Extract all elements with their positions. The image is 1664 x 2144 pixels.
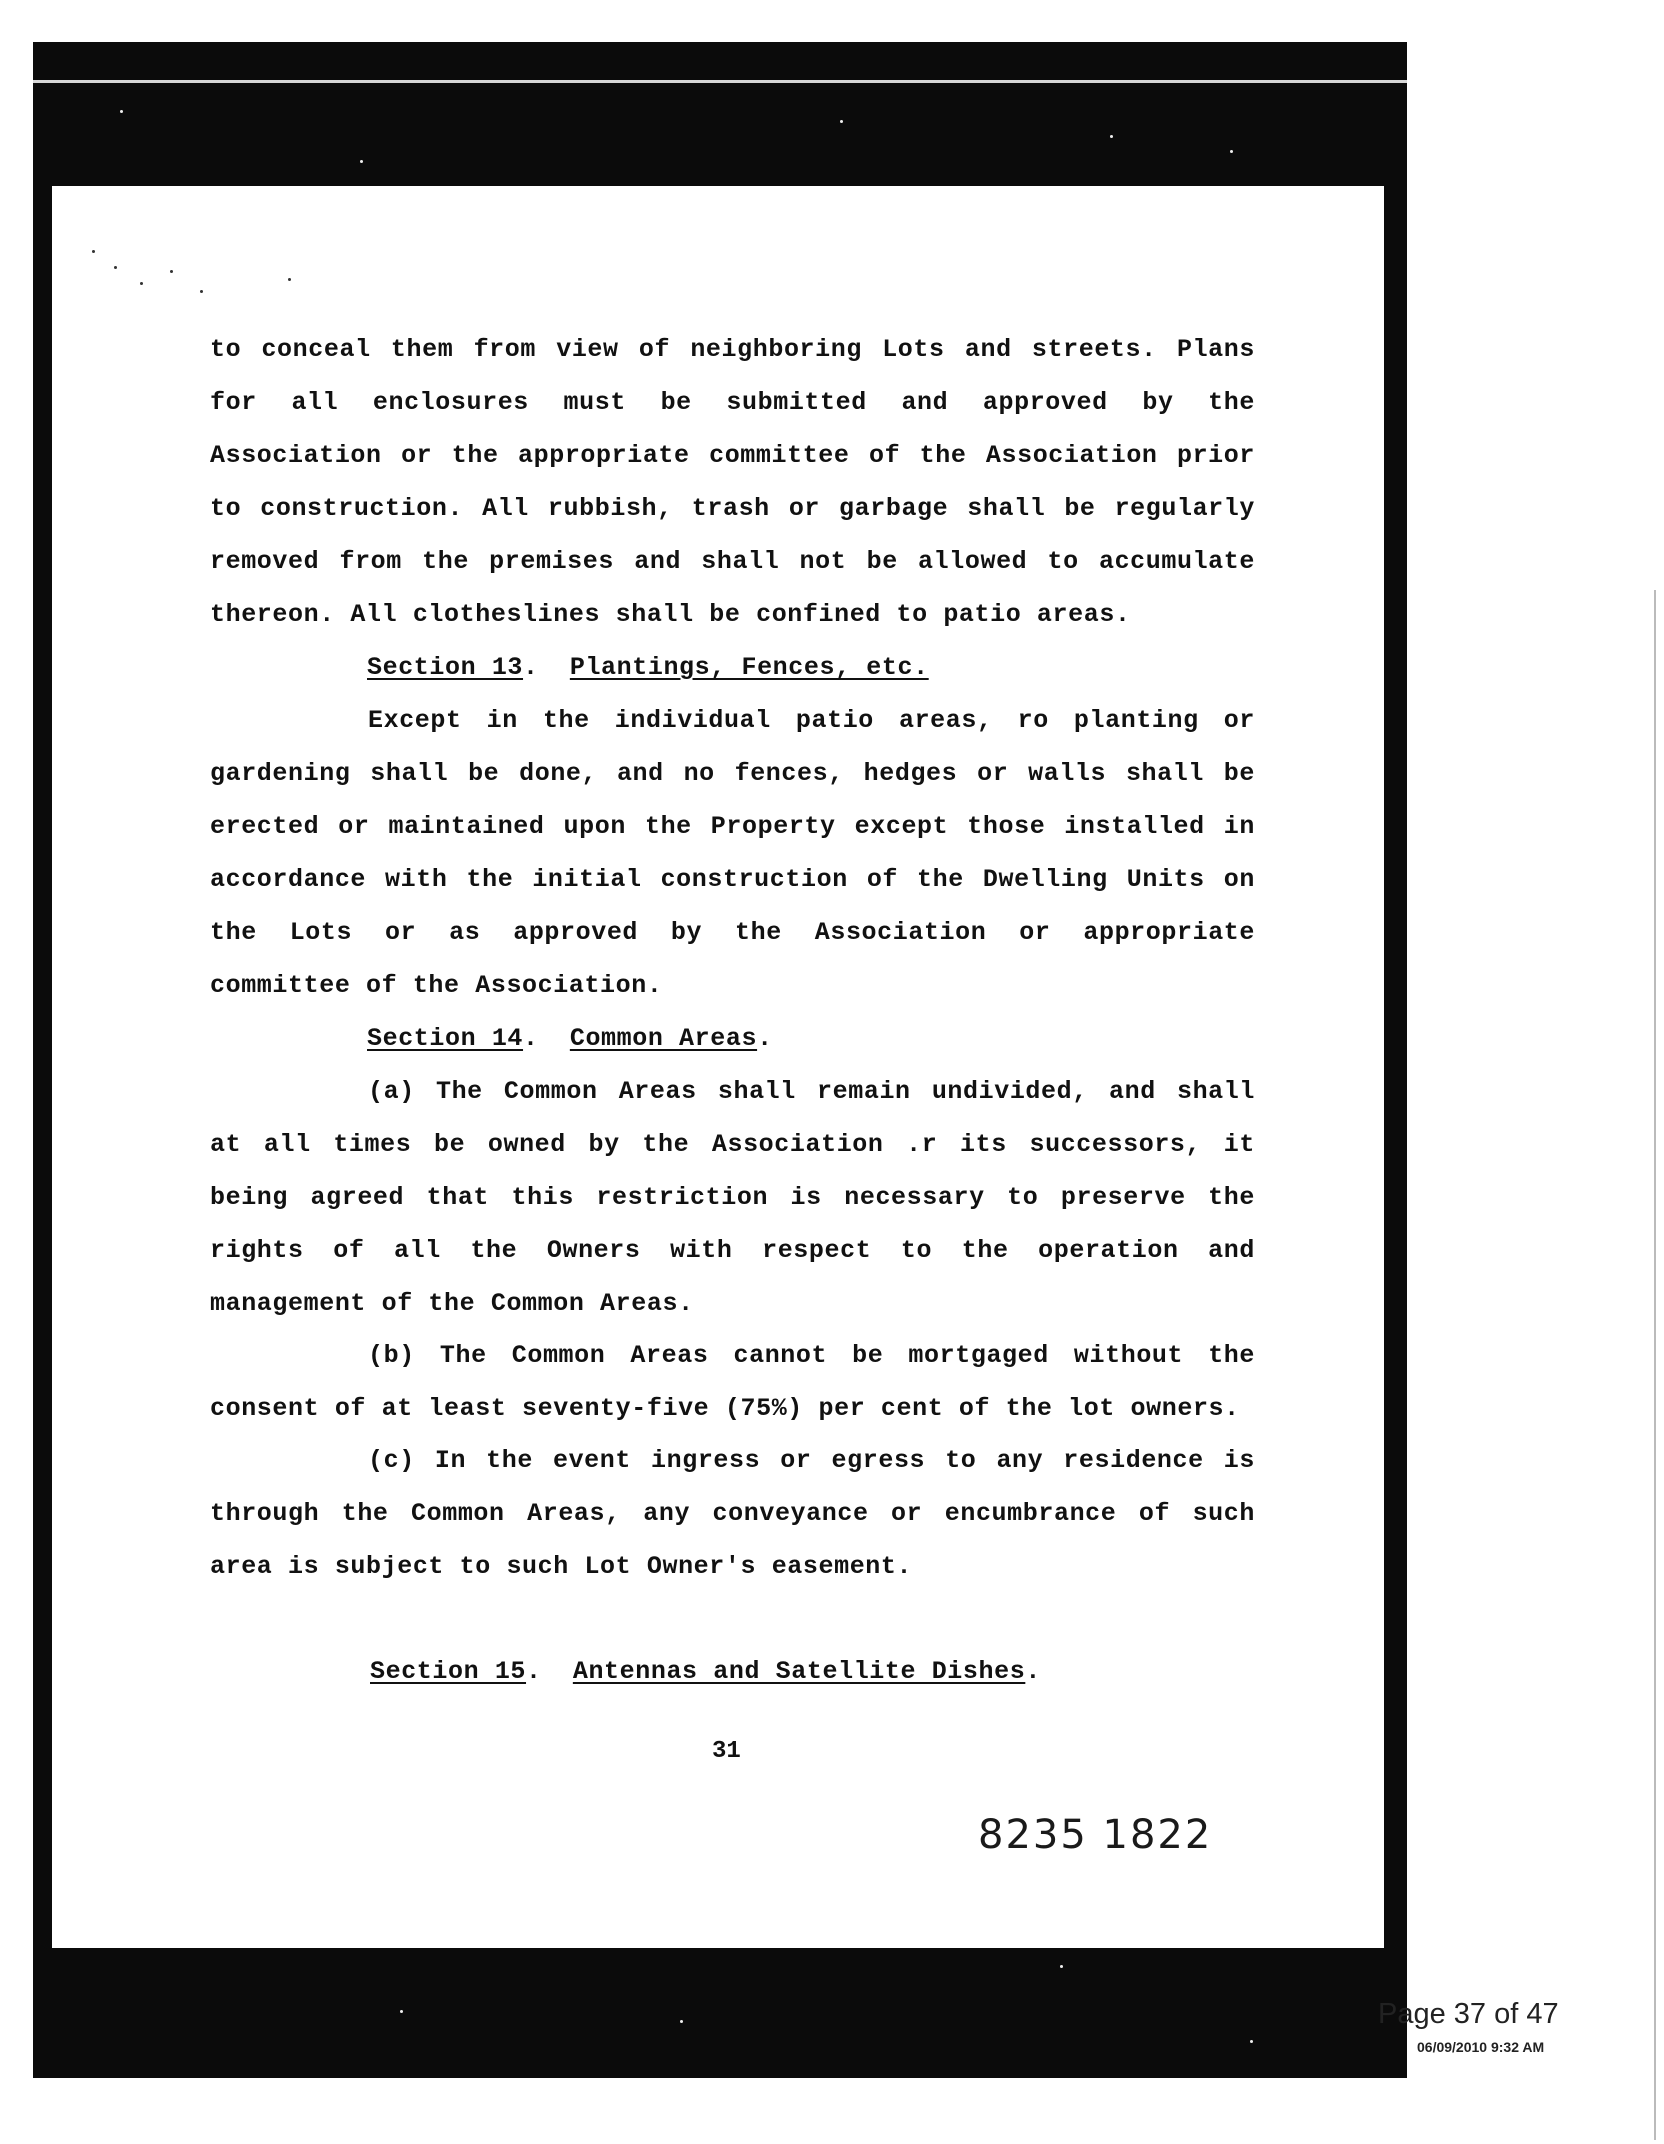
section-number: Section 15 <box>370 1657 527 1686</box>
scan-speck <box>400 2010 403 2013</box>
section-number: Section 14 <box>367 1024 524 1053</box>
scan-top-rule <box>33 80 1407 83</box>
text-line: consent of at least seventy-five (75%) per cent of the lot owners. <box>210 1394 1240 1423</box>
scan-speck <box>1110 135 1113 138</box>
scan-speck <box>114 266 117 269</box>
section-title: Common Areas <box>569 1024 758 1053</box>
page-number: 31 <box>712 1738 741 1765</box>
text-line: Association or the appropriate committee of the Association prior <box>210 441 1255 470</box>
text-line: at all times be owned by the Association .r its successors, it <box>210 1130 1255 1159</box>
section-13-heading: Section 13. Plantings, Fences, etc. <box>367 653 929 682</box>
scan-speck <box>360 160 363 163</box>
text-line: rights of all the Owners with respect to the operation and <box>210 1236 1255 1265</box>
scan-speck <box>1060 1965 1063 1968</box>
scan-speck <box>1250 2040 1253 2043</box>
text-line: gardening shall be done, and no fences, hedges or walls shall be <box>210 759 1255 788</box>
text-line: erected or maintained upon the Property except those installed in <box>210 812 1255 841</box>
scan-speck <box>140 282 143 285</box>
page-edge-line <box>1654 590 1656 2140</box>
timestamp: 06/09/2010 9:32 AM <box>1417 2039 1545 2055</box>
section-14-heading: Section 14. Common Areas. <box>367 1024 773 1053</box>
scan-speck <box>840 120 843 123</box>
text-line: Except in the individual patio areas, ro planting or <box>368 706 1255 735</box>
text-line: thereon. All clotheslines shall be confined to patio areas. <box>210 600 1131 629</box>
text-line: for all enclosures must be submitted and approved by the <box>210 388 1255 417</box>
text-line: accordance with the initial construction of the Dwelling Units on <box>210 865 1255 894</box>
section-number: Section 13 <box>367 653 524 682</box>
text-line: (a) The Common Areas shall remain undivided, and shall <box>368 1077 1255 1106</box>
text-line: (b) The Common Areas cannot be mortgaged without the <box>368 1341 1255 1370</box>
text-line: the Lots or as approved by the Association or appropriate <box>210 918 1255 947</box>
scan-speck <box>120 110 123 113</box>
text-line: being agreed that this restriction is necessary to preserve the <box>210 1183 1255 1212</box>
text-line: management of the Common Areas. <box>210 1289 694 1318</box>
section-title: Antennas and Satellite Dishes <box>572 1657 1026 1686</box>
text-line: area is subject to such Lot Owner's easement. <box>210 1552 913 1581</box>
section-title: Plantings, Fences, etc. <box>569 653 929 682</box>
section-15-heading: Section 15. Antennas and Satellite Dishes. <box>370 1657 1041 1686</box>
text-line: committee of the Association. <box>210 971 663 1000</box>
text-line: removed from the premises and shall not be allowed to accumulate <box>210 547 1255 576</box>
scan-speck <box>200 290 203 293</box>
scan-speck <box>92 250 95 253</box>
page-counter: Page 37 of 47 <box>1378 1998 1559 2030</box>
text-line: to conceal them from view of neighboring Lots and streets. Plans <box>210 335 1255 364</box>
scan-speck <box>170 270 173 273</box>
text-line: through the Common Areas, any conveyance or encumbrance of such <box>210 1499 1255 1528</box>
scan-speck <box>1230 150 1233 153</box>
scan-speck <box>288 278 291 281</box>
book-page-stamp: 8235 1822 <box>978 1812 1213 1858</box>
text-line: to construction. All rubbish, trash or garbage shall be regularly <box>210 494 1255 523</box>
text-line: (c) In the event ingress or egress to any residence is <box>368 1446 1255 1475</box>
scan-speck <box>680 2020 683 2023</box>
